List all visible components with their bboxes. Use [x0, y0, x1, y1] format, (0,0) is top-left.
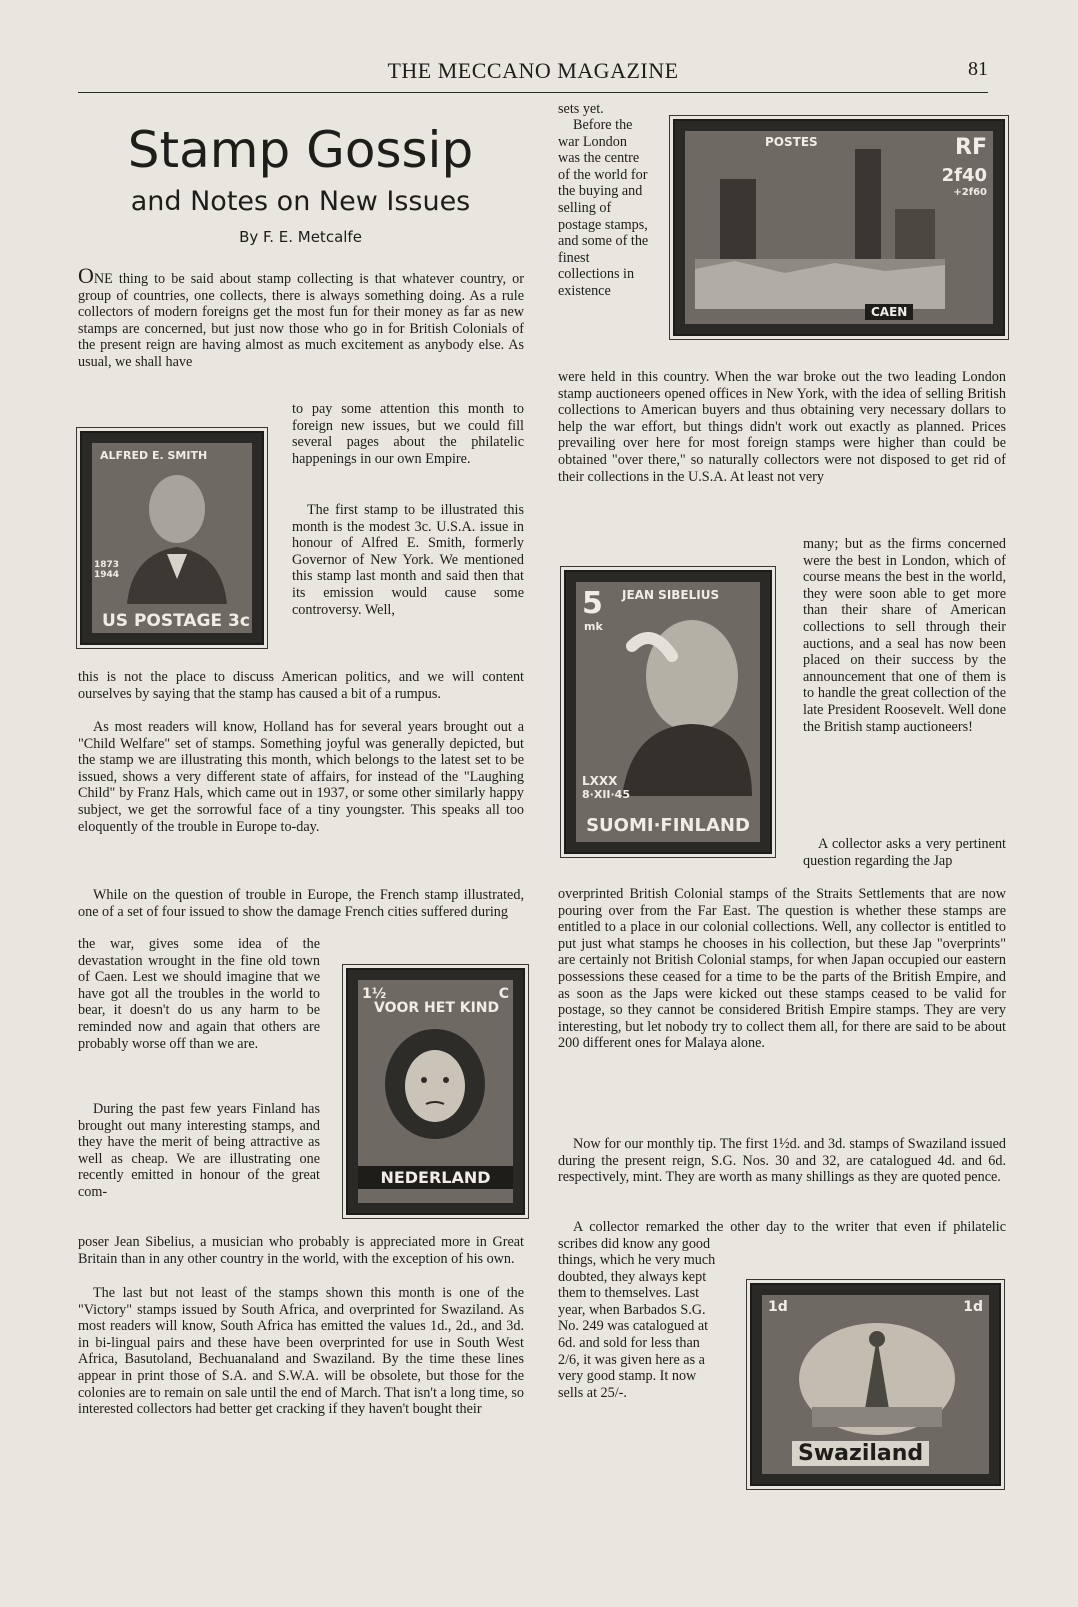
- stamp-france-top-label: POSTES: [765, 135, 818, 149]
- page-number: 81: [968, 58, 988, 80]
- running-header: [78, 52, 988, 94]
- stamp-france-value: 2f40: [941, 165, 987, 186]
- stamp-swaziland-value-right: 1d: [963, 1299, 983, 1315]
- stamp-holland-bottom-label: NEDERLAND: [358, 1166, 513, 1189]
- article-heading: [78, 120, 523, 246]
- victory-illustration: [792, 1317, 962, 1442]
- stamp-france-city: CAEN: [865, 304, 913, 320]
- stamp-france-caen: [673, 119, 1005, 336]
- paragraph-jap-overprints: overprinted British Colonial stamps of the Straits Settlements that are now pouring over from the Far East. The question is whether these stamps are entitled to a place in our colonial collections. Well, any collector is entitled to put just what stamps he chooses in his collection, but these Jap "overprints" are certainly not British Colonial stamps, for when Japan occupied our eastern possessions these ceased for a time to be the parts of the British Empire, and as soon as the Japs were kicked out these stamps ceased to be valid for postage, so they cannot be considered British Empire stamps. They are very interesting, but let nobody try to collect them all, for there are said to be about 200 different ones for Malaya alone.: [558, 886, 1006, 1052]
- paragraph-sets-yet: sets yet.: [558, 101, 604, 117]
- stamp-france-surcharge: +2f60: [953, 187, 987, 198]
- paragraph-finland-cont: poser Jean Sibelius, a musician who probably is appreciated more in Great Britain than in any other country in the world, with the exception of his own.: [78, 1234, 524, 1267]
- paragraph-collector-remark: A collector remarked the other day to the writer that even if philatelic scribes did know any good: [558, 1219, 1006, 1252]
- stamp-usa-top-label: ALFRED E. SMITH: [100, 449, 208, 462]
- header-rule: [78, 92, 988, 93]
- stamp-finland-date: 8·XII·45: [582, 788, 630, 801]
- stamp-holland-top-label: VOOR HET KIND: [374, 1000, 500, 1016]
- stamp-finland-mk: mk: [584, 620, 603, 633]
- paragraph-london-auctions: Before the war London was the centre of the world for the buying and selling of postage stamps, and some of the finest collections in existence: [558, 117, 649, 299]
- stamp-finland-value: 5: [582, 586, 603, 621]
- paragraph-usa-stamp: The first stamp to be illustrated this month is the modest 3c. U.S.A. issue in honour of Alfred E. Smith, formerly Governor of New York. We mentioned this stamp last month and said then that its emission would cause some controversy. Well,: [292, 502, 524, 618]
- ruined-city-illustration: [695, 149, 945, 309]
- stamp-holland-value: 1½: [362, 986, 387, 1002]
- paragraph-jap-question: A collector asks a very pertinent question regarding the Jap: [803, 836, 1006, 869]
- paragraph-france-cont: the war, gives some idea of the devastation wrought in the fine old town of Caen. Lest we should imagine that we have got all the troubles in the world to bear, it doesn't do us any harm to be reminded now and again that others are probably worse off than we are.: [78, 936, 320, 1052]
- stamp-swaziland-value-left: 1d: [768, 1299, 788, 1315]
- stamp-usa-alfred-smith: [80, 431, 264, 645]
- stamp-finland-roman: LXXX: [582, 774, 618, 788]
- paragraph-finland: During the past few years Finland has brought out many interesting stamps, and they have the merit of being attractive as well as cheap. We are illustrating one recently emitted in honour of the great com-: [78, 1101, 320, 1200]
- paragraph-intro: [78, 263, 524, 371]
- paragraph-collector-remark-cont: things, which he very much doubted, they always kept them to themselves. Last year, when Barbados S.G. No. 249 was catalogued at 6d. and sold for less than 2/6, it was given here as a very good stamp. It now sells at 25/-.: [558, 1252, 716, 1401]
- stamp-france-rf: RF: [955, 135, 987, 160]
- stamp-usa-years: 1873 1944: [94, 560, 120, 580]
- paragraph-france: While on the question of trouble in Europe, the French stamp illustrated, one of a set of four issued to show the damage French cities suffered during: [78, 887, 524, 920]
- stamp-nederland-child-welfare: [346, 968, 525, 1215]
- stamp-finland-name: JEAN SIBELIUS: [622, 588, 720, 602]
- paragraph-intro-cont: to pay some attention this month to foreign new issues, but we could fill several pages about the philatelic happenings in our own Empire.: [292, 401, 524, 467]
- child-face-illustration: [380, 1024, 490, 1144]
- paragraph-london-auctions-end: many; but as the firms concerned were the best in London, which of course means the best in the world, they were soon able to get more than their share of American collections to sell through their auctions, and a seal has now been placed on their success by the announcement that one of them is to handle the great collection of the late President Roosevelt. Well done the British stamp auctioneers!: [803, 536, 1006, 735]
- paragraph-swaziland: The last but not least of the stamps shown this month is one of the "Victory" stamps issued by South Africa, and overprinted for Swaziland. As most readers will know, South Africa has emitted the values 1d., 2d., and 3d. in bi-lingual pairs and these have been overprinted for use in South West Africa, Basutoland, Bechuanaland and Swaziland. By the time these lines appear in print those of S.A. and S.W.A. will be obsolete, but those for the colonies are to remain on sale until the end of March. That isn't a long time, so interested collectors had better get cracking if they haven't bought their: [78, 1285, 524, 1418]
- paragraph-usa-stamp-cont: this is not the place to discuss American politics, and we will content ourselves by saying that the stamp has caused a bit of a rumpus.: [78, 669, 524, 702]
- article-title: Stamp Gossip: [127, 121, 474, 179]
- drop-cap: O: [78, 263, 94, 288]
- stamp-finland-country: SUOMI·FINLAND: [586, 815, 750, 836]
- portrait-illustration: [122, 469, 232, 604]
- magazine-title: THE MECCANO MAGAZINE: [387, 58, 679, 83]
- stamp-swaziland-victory: [750, 1283, 1001, 1486]
- paragraph-holland: As most readers will know, Holland has for several years brought out a "Child Welfare" set of stamps. Something joyful was generally depicted, but the stamp we are illustrating this month, which belongs to the latest set to be issued, shows a very different state of affairs, for instead of the "Laughing Child" by Franz Hals, which came out in 1937, or some other similarly happy subject, we get the sorrowful face of a tiny youngster. This speaks all too eloquently of the trouble in Europe to-day.: [78, 719, 524, 835]
- article-subtitle: and Notes on New Issues: [130, 186, 471, 217]
- sibelius-portrait-illustration: [612, 606, 752, 796]
- byline: By F. E. Metcalfe: [239, 228, 362, 246]
- paragraph-intro-text: NE thing to be said about stamp collecting is that whatever country, or group of countries, one collects, there is always something doing. As a rule collectors of modern foreigns get the most fun for their money as far as new stamps are concerned, but just now those who go in for British Colonials of the present reign are having almost as much excitement as anybody else. As usual, we shall have: [78, 271, 524, 370]
- stamp-usa-bottom-label: US POSTAGE 3c: [102, 611, 250, 631]
- paragraph-monthly-tip: Now for our monthly tip. The first 1½d. and 3d. stamps of Swaziland issued during the present reign, S.G. Nos. 30 and 32, are catalogued 4d. and 6d. respectively, mint. They are worth as many shillings as they are quoted pence.: [558, 1136, 1006, 1186]
- stamp-finland-sibelius: [564, 570, 772, 854]
- paragraph-london-auctions-cont: were held in this country. When the war broke out the two leading London stamp auctioneers opened offices in New York, with the idea of selling British collections to American buyers and thus obtaining very necessary dollars to help the war effort, but things didn't work out exactly as planned. Prices prevailing over here for most foreign stamps were higher than could be obtained "over there," so naturally collectors were not disposed to get rid of their collections in the U.S.A. At least not very: [558, 369, 1006, 485]
- stamp-swaziland-overprint: Swaziland: [792, 1441, 929, 1466]
- stamp-holland-c: C: [498, 986, 509, 1002]
